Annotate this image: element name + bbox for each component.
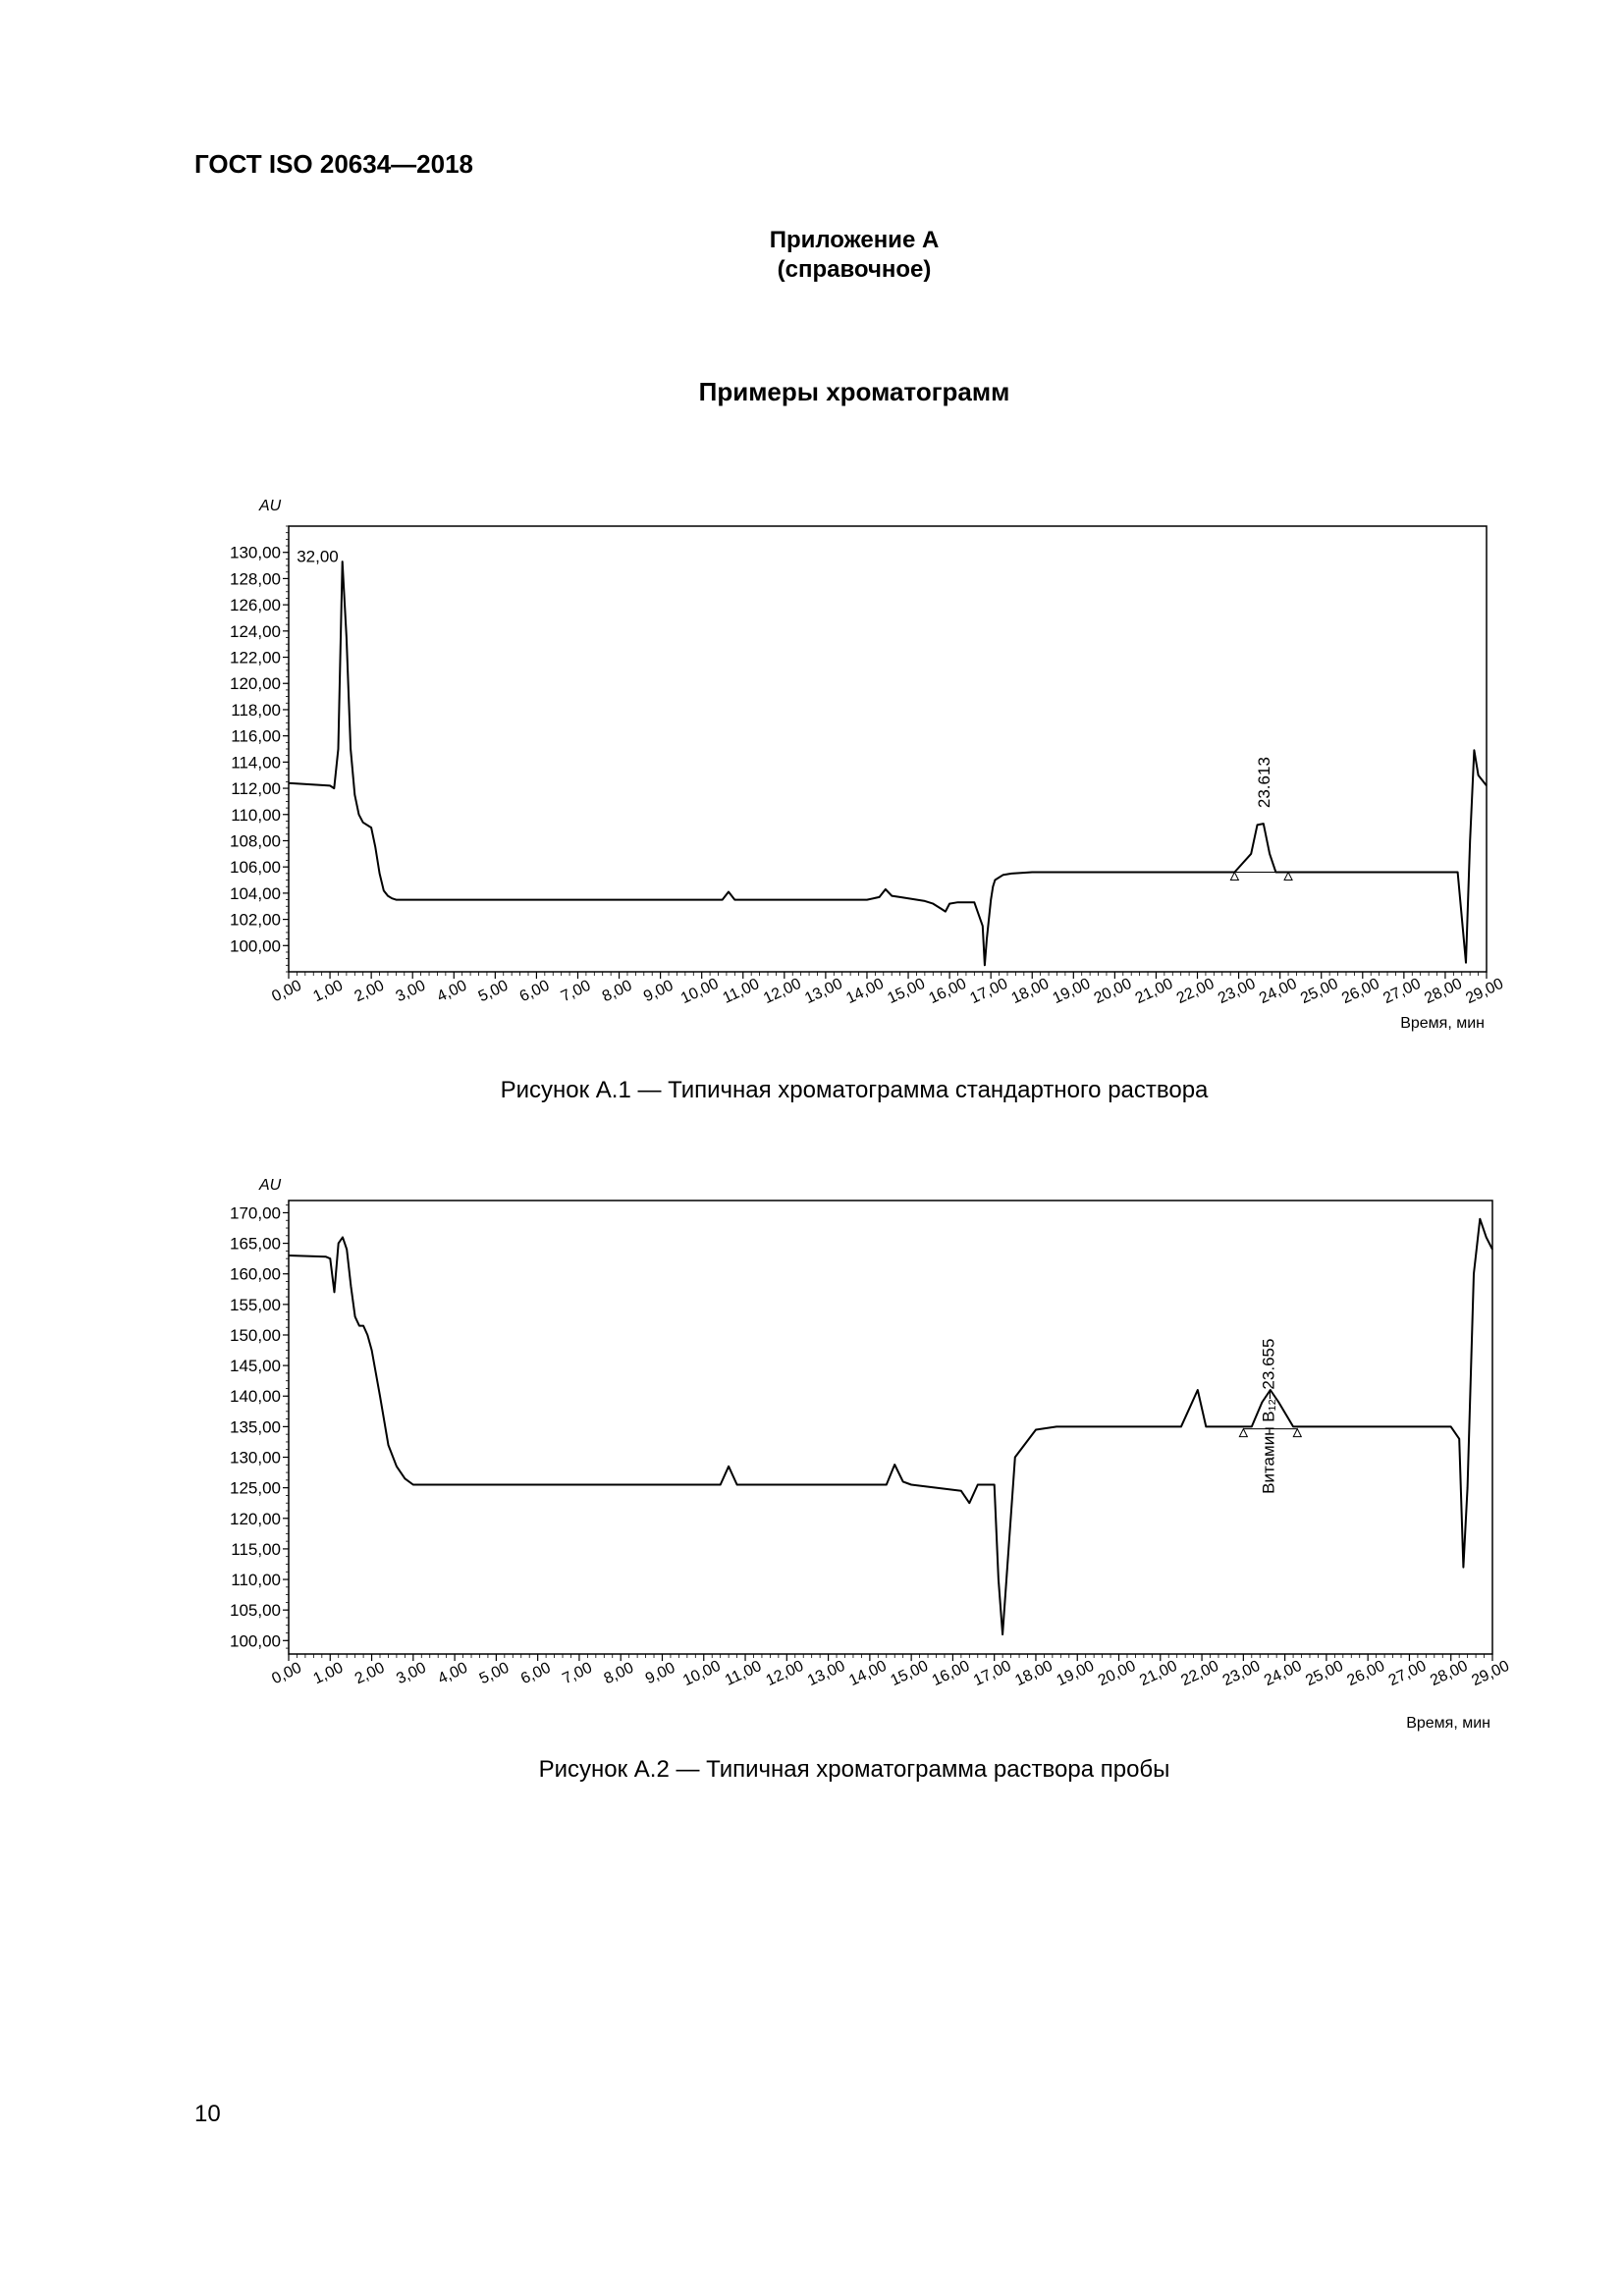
x-tick-label: 27,00 <box>1385 1657 1430 1690</box>
y-tick-label: 100,00 <box>230 936 281 956</box>
x-tick-label: 16,00 <box>929 1657 973 1690</box>
chromatogram-trace <box>289 561 1487 965</box>
x-tick-label: 3,00 <box>393 977 429 1006</box>
x-tick-label: 22,00 <box>1178 1657 1221 1690</box>
x-tick-label: 2,00 <box>352 977 387 1006</box>
x-tick-label: 4,00 <box>435 1659 470 1688</box>
x-tick-label: 0,00 <box>269 977 304 1006</box>
y-tick-label: 104,00 <box>230 883 281 903</box>
chromatogram-1 <box>230 498 1506 1032</box>
x-tick-label: 9,00 <box>642 1659 678 1688</box>
x-tick-label: 17,00 <box>971 1657 1014 1690</box>
x-tick-label: 19,00 <box>1050 975 1094 1008</box>
x-axis-label: Время, мин <box>1406 1715 1490 1732</box>
y-tick-label: 124,00 <box>230 621 281 641</box>
x-tick-label: 15,00 <box>888 1657 931 1690</box>
x-tick-label: 21,00 <box>1132 975 1176 1008</box>
appendix-label: Приложение А <box>769 227 940 253</box>
figure-caption-1: Рисунок А.1 — Типичная хроматограмма стандартного раствора <box>500 1077 1209 1103</box>
x-tick-label: 12,00 <box>761 975 804 1008</box>
y-tick-label: 170,00 <box>230 1203 281 1223</box>
x-tick-label: 1,00 <box>310 1659 347 1688</box>
y-tick-label: 112,00 <box>231 779 281 799</box>
x-tick-label: 26,00 <box>1344 1657 1388 1690</box>
peak-marker <box>1293 1429 1301 1437</box>
x-tick-label: 6,00 <box>516 977 553 1006</box>
peak-label: 32,00 <box>297 547 339 566</box>
y-tick-label: 106,00 <box>230 858 281 878</box>
x-tick-label: 8,00 <box>599 977 635 1006</box>
y-tick-label: 114,00 <box>231 753 281 773</box>
x-tick-label: 27,00 <box>1380 975 1424 1008</box>
x-tick-label: 2,00 <box>352 1659 388 1688</box>
x-tick-label: 20,00 <box>1091 975 1135 1008</box>
y-tick-label: 125,00 <box>230 1478 281 1498</box>
peak-marker <box>1230 873 1238 881</box>
y-tick-label: 116,00 <box>231 726 281 746</box>
x-tick-label: 28,00 <box>1422 975 1465 1008</box>
page-number: 10 <box>194 2101 221 2127</box>
plot-frame <box>289 526 1487 972</box>
x-tick-label: 11,00 <box>722 1658 765 1689</box>
x-tick-label: 29,00 <box>1469 1657 1512 1690</box>
peak-marker <box>1239 1429 1247 1437</box>
y-tick-label: 150,00 <box>230 1325 281 1345</box>
x-tick-label: 24,00 <box>1261 1657 1305 1690</box>
x-axis-label: Время, мин <box>1400 1015 1485 1032</box>
y-tick-label: 128,00 <box>230 569 281 589</box>
x-tick-label: 3,00 <box>394 1659 429 1688</box>
chromatogram-trace <box>289 1219 1492 1634</box>
x-tick-label: 29,00 <box>1463 975 1506 1008</box>
x-tick-label: 17,00 <box>967 975 1011 1008</box>
section-title: Примеры хроматограмм <box>698 377 1010 406</box>
peak-label-rotated: 23.613 <box>1254 757 1273 809</box>
x-tick-label: 5,00 <box>475 977 512 1006</box>
peak-label-rotated: Витамин B₁₂–23.655 <box>1259 1338 1278 1494</box>
x-tick-label: 10,00 <box>678 975 722 1008</box>
y-tick-label: 110,00 <box>231 1571 281 1590</box>
y-tick-label: 100,00 <box>230 1631 281 1651</box>
peak-marker <box>1284 873 1292 881</box>
y-tick-label: 165,00 <box>230 1234 281 1254</box>
x-tick-label: 23,00 <box>1219 1657 1264 1690</box>
x-tick-label: 10,00 <box>680 1657 724 1690</box>
x-tick-label: 15,00 <box>885 975 928 1008</box>
x-tick-label: 4,00 <box>434 977 470 1006</box>
y-tick-label: 140,00 <box>230 1387 281 1407</box>
x-tick-label: 25,00 <box>1298 975 1341 1008</box>
x-tick-label: 28,00 <box>1428 1657 1471 1690</box>
y-tick-label: 102,00 <box>230 910 281 930</box>
y-tick-label: 120,00 <box>230 674 281 694</box>
x-tick-label: 7,00 <box>558 977 594 1006</box>
x-tick-label: 25,00 <box>1303 1657 1346 1690</box>
x-tick-label: 12,00 <box>763 1657 807 1690</box>
x-tick-label: 19,00 <box>1054 1657 1098 1690</box>
y-tick-label: 126,00 <box>230 596 281 615</box>
x-tick-label: 0,00 <box>269 1659 304 1688</box>
x-tick-label: 14,00 <box>846 1657 890 1690</box>
appendix-type: (справочное) <box>777 256 932 283</box>
chromatogram-2 <box>230 1177 1512 1732</box>
y-tick-label: 122,00 <box>230 648 281 667</box>
x-tick-label: 26,00 <box>1339 975 1382 1008</box>
x-tick-label: 6,00 <box>518 1659 554 1688</box>
x-tick-label: 1,00 <box>310 977 346 1006</box>
x-tick-label: 16,00 <box>926 975 969 1008</box>
y-tick-label: 110,00 <box>231 805 281 825</box>
x-tick-label: 8,00 <box>601 1659 637 1688</box>
x-tick-label: 11,00 <box>720 976 763 1007</box>
x-tick-label: 18,00 <box>1008 975 1053 1008</box>
y-tick-label: 160,00 <box>230 1264 281 1284</box>
standard-header: ГОСТ ISO 20634—2018 <box>194 149 474 179</box>
y-axis-label: AU <box>259 498 282 514</box>
y-axis-label: AU <box>259 1177 282 1194</box>
x-tick-label: 13,00 <box>804 1657 848 1690</box>
x-tick-label: 23,00 <box>1215 975 1259 1008</box>
x-tick-label: 18,00 <box>1012 1657 1056 1690</box>
y-tick-label: 105,00 <box>230 1601 281 1621</box>
x-tick-label: 24,00 <box>1257 975 1300 1008</box>
x-tick-label: 9,00 <box>641 977 677 1006</box>
x-tick-label: 21,00 <box>1137 1657 1180 1690</box>
y-tick-label: 115,00 <box>231 1539 281 1559</box>
x-tick-label: 22,00 <box>1173 975 1218 1008</box>
y-tick-label: 130,00 <box>230 543 281 562</box>
x-tick-label: 5,00 <box>476 1659 513 1688</box>
y-tick-label: 108,00 <box>230 831 281 851</box>
y-tick-label: 145,00 <box>230 1357 281 1376</box>
y-tick-label: 130,00 <box>230 1448 281 1468</box>
x-tick-label: 7,00 <box>560 1659 595 1688</box>
x-tick-label: 13,00 <box>802 975 845 1008</box>
y-tick-label: 155,00 <box>230 1295 281 1314</box>
y-tick-label: 120,00 <box>230 1509 281 1528</box>
x-tick-label: 20,00 <box>1095 1657 1139 1690</box>
x-tick-label: 14,00 <box>843 975 887 1008</box>
y-tick-label: 118,00 <box>231 700 281 720</box>
figure-caption-2: Рисунок А.2 — Типичная хроматограмма раствора пробы <box>538 1756 1170 1783</box>
y-tick-label: 135,00 <box>230 1417 281 1437</box>
